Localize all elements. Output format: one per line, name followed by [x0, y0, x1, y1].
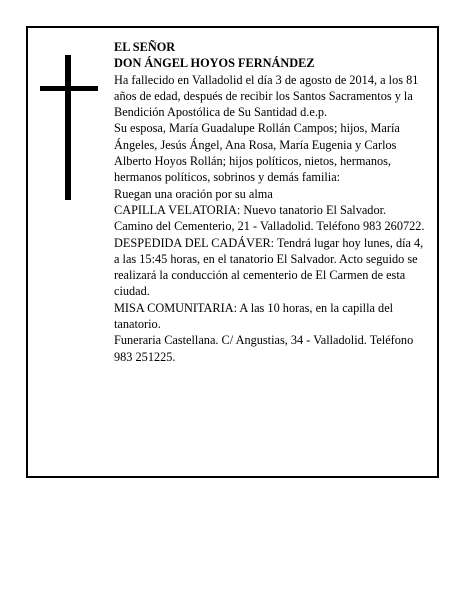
prayer-request: Ruegan una oración por su alma [114, 186, 273, 201]
family-list: Su esposa, María Guadalupe Rollán Campos; hijos, María Ángeles, Jesús Ángel, Ana Rosa, María Eugenia y Carlos Alberto Hoyos Rollán; hijos políticos, nietos, hermanos, hermanos políticos, sobrinos y demás familia: [114, 121, 400, 185]
deceased-name: DON ÁNGEL HOYOS FERNÁNDEZ [114, 56, 315, 71]
community-mass-info: MISA COMUNITARIA: A las 10 horas, en la capilla del tanatorio. [114, 300, 394, 332]
notice-body [114, 39, 426, 365]
cross-horizontal-bar [40, 86, 98, 91]
farewell-info: DESPEDIDA DEL CADÁVER: Tendrá lugar hoy lunes, día 4, a las 15:45 horas, en el tanatorio El Salvador. Acto seguido se realizará la conducción al cementerio de El Carmen de esta ciudad. [114, 235, 424, 299]
cross-icon [40, 55, 98, 200]
funeral-home-info: Funeraria Castellana. C/ Angustias, 34 - Valladolid. Teléfono 983 251225. [114, 333, 414, 364]
cross-vertical-bar [65, 55, 71, 200]
notice-title-line-1: EL SEÑOR [114, 40, 176, 54]
death-announcement: Ha fallecido en Valladolid el día 3 de agosto de 2014, a los 81 años de edad, después de recibir los Santos Sacramentos y la Bendición Apostólica de Su Santidad d.e.p. [114, 72, 419, 120]
obituary-notice [26, 26, 439, 478]
wake-chapel-info: CAPILLA VELATORIA: Nuevo tanatorio El Salvador. Camino del Cementerio, 21 - Valladolid. Teléfono 983 260722. [114, 202, 425, 234]
